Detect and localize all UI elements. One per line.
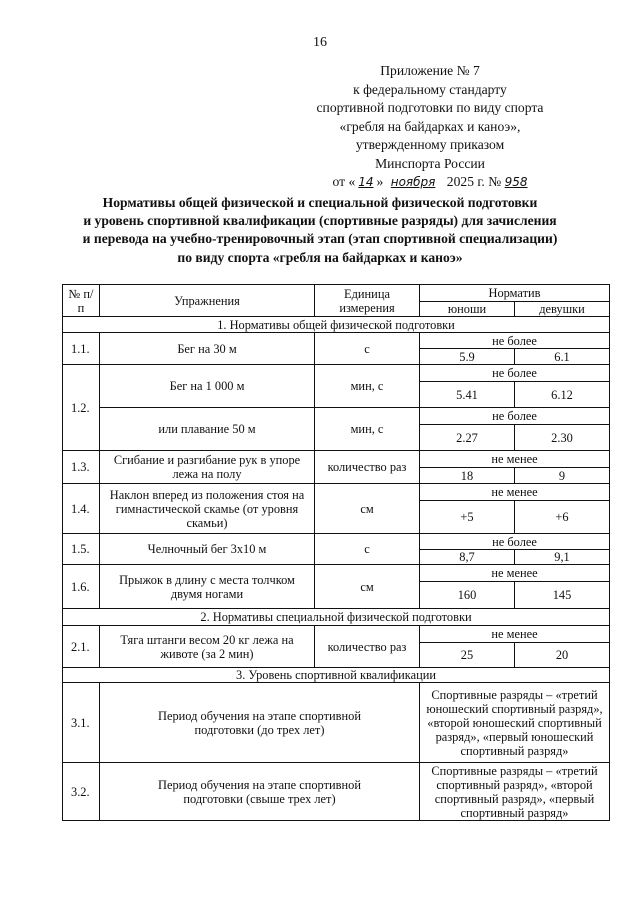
exercise-cell: Челночный бег 3x10 м bbox=[100, 534, 315, 565]
boys-value: 25 bbox=[420, 643, 515, 668]
title-line: Нормативы общей физической и специальной физической подготовки bbox=[102, 195, 538, 210]
girls-value: 9 bbox=[515, 468, 610, 484]
header-unit: Единица измерения bbox=[315, 285, 420, 317]
condition-cell: не менее bbox=[420, 565, 610, 582]
unit-cell: мин, с bbox=[315, 408, 420, 451]
boys-value: 160 bbox=[420, 582, 515, 609]
exercise-cell: Прыжок в длину с места толчком двумя ногами bbox=[100, 565, 315, 609]
condition-cell: не более bbox=[420, 365, 610, 382]
row-number: 1.3. bbox=[63, 451, 100, 484]
title-line: по виду спорта «гребля на байдарках и каноэ» bbox=[177, 249, 463, 265]
handwritten-month: ноября bbox=[390, 175, 436, 189]
table-row bbox=[63, 451, 610, 468]
table-row bbox=[63, 763, 610, 821]
section-row bbox=[63, 609, 610, 626]
girls-value: 6.12 bbox=[515, 382, 610, 408]
exercise-cell: Бег на 1 000 м bbox=[100, 365, 315, 408]
qualification-cell: Спортивные разряды – «третий юношеский спортивный разряд», «второй юношеский спортивный разряд», «первый юношеский спортивный разряд» bbox=[420, 683, 610, 763]
handwritten-day: 14 bbox=[358, 175, 374, 189]
table-row bbox=[63, 408, 610, 425]
exercise-cell: Период обучения на этапе спортивной подготовки (свыше трех лет) bbox=[100, 763, 420, 821]
boys-value: 18 bbox=[420, 468, 515, 484]
section-title: 3. Уровень спортивной квалификации bbox=[63, 668, 610, 683]
header-exercise: Упражнения bbox=[100, 285, 315, 317]
girls-value: 145 bbox=[515, 582, 610, 609]
exercise-cell: Наклон вперед из положения стоя на гимнастической скамье (от уровня скамьи) bbox=[100, 484, 315, 534]
unit-cell: количество раз bbox=[315, 451, 420, 484]
exercise-cell: Тяга штанги весом 20 кг лежа на животе (за 2 мин) bbox=[100, 626, 315, 668]
date-mid: » bbox=[376, 174, 384, 189]
girls-value: 20 bbox=[515, 643, 610, 668]
appendix-line: «гребля на байдарках и каноэ», bbox=[339, 118, 521, 134]
header-norm: Норматив bbox=[420, 285, 610, 302]
row-number: 1.6. bbox=[63, 565, 100, 609]
exercise-cell: Период обучения на этапе спортивной подготовки (до трех лет) bbox=[100, 683, 420, 763]
condition-cell: не более bbox=[420, 333, 610, 349]
unit-cell: с bbox=[315, 534, 420, 565]
unit-cell: мин, с bbox=[315, 365, 420, 408]
table-row bbox=[63, 484, 610, 501]
row-number: 1.5. bbox=[63, 534, 100, 565]
condition-cell: не менее bbox=[420, 626, 610, 643]
section-title: 2. Нормативы специальной физической подготовки bbox=[63, 609, 610, 626]
unit-cell: количество раз bbox=[315, 626, 420, 668]
row-number: 1.2. bbox=[63, 365, 100, 451]
page-number: 16 bbox=[313, 35, 327, 50]
row-number: 3.1. bbox=[63, 683, 100, 763]
boys-value: 2.27 bbox=[420, 425, 515, 451]
row-number: 3.2. bbox=[63, 763, 100, 821]
girls-value: 9,1 bbox=[515, 550, 610, 565]
table-row bbox=[63, 565, 610, 582]
appendix-line: спортивной подготовки по виду спорта bbox=[316, 100, 544, 115]
girls-value: 6.1 bbox=[515, 349, 610, 365]
unit-cell: см bbox=[315, 565, 420, 609]
table-row bbox=[63, 534, 610, 550]
appendix-line: Приложение № 7 bbox=[380, 63, 480, 78]
section-title: 1. Нормативы общей физической подготовки bbox=[63, 317, 610, 333]
table-row bbox=[63, 683, 610, 763]
row-number: 1.1. bbox=[63, 333, 100, 365]
exercise-cell: Сгибание и разгибание рук в упоре лежа на полу bbox=[100, 451, 315, 484]
date-prefix: от « bbox=[332, 174, 356, 189]
document-title bbox=[40, 194, 600, 267]
title-line: и перевода на учебно-тренировочный этап (этап спортивной специализации) bbox=[82, 231, 558, 247]
condition-cell: не менее bbox=[420, 451, 610, 468]
header-num: № п/п bbox=[63, 285, 100, 317]
boys-value: +5 bbox=[420, 501, 515, 534]
boys-value: 8,7 bbox=[420, 550, 515, 565]
table-row bbox=[63, 365, 610, 382]
appendix-line: к федеральному стандарту bbox=[353, 81, 507, 97]
handwritten-order-number: 958 bbox=[504, 175, 528, 189]
appendix-line: утвержденному приказом bbox=[355, 137, 505, 152]
header-boys: юноши bbox=[420, 302, 515, 317]
order-date-line bbox=[280, 173, 580, 192]
section-row bbox=[63, 668, 610, 683]
table-row bbox=[63, 626, 610, 643]
row-number: 2.1. bbox=[63, 626, 100, 668]
date-year: 2025 г. № bbox=[446, 174, 502, 189]
unit-cell: с bbox=[315, 333, 420, 365]
table-row bbox=[63, 333, 610, 349]
girls-value: +6 bbox=[515, 501, 610, 534]
girls-value: 2.30 bbox=[515, 425, 610, 451]
row-number: 1.4. bbox=[63, 484, 100, 534]
exercise-cell: или плавание 50 м bbox=[100, 408, 315, 451]
boys-value: 5.41 bbox=[420, 382, 515, 408]
header-girls: девушки bbox=[515, 302, 610, 317]
condition-cell: не менее bbox=[420, 484, 610, 501]
exercise-cell: Бег на 30 м bbox=[100, 333, 315, 365]
boys-value: 5.9 bbox=[420, 349, 515, 365]
section-row bbox=[63, 317, 610, 333]
condition-cell: не более bbox=[420, 534, 610, 550]
qualification-cell: Спортивные разряды – «третий спортивный разряд», «второй спортивный разряд», «первый спортивный разряд» bbox=[420, 763, 610, 821]
unit-cell: см bbox=[315, 484, 420, 534]
title-line: и уровень спортивной квалификации (спортивные разряды) для зачисления bbox=[83, 213, 557, 229]
standards-table bbox=[62, 284, 610, 821]
condition-cell: не более bbox=[420, 408, 610, 425]
appendix-header bbox=[280, 62, 580, 192]
appendix-line: Минспорта России bbox=[375, 155, 485, 171]
table-header-row bbox=[63, 285, 610, 302]
